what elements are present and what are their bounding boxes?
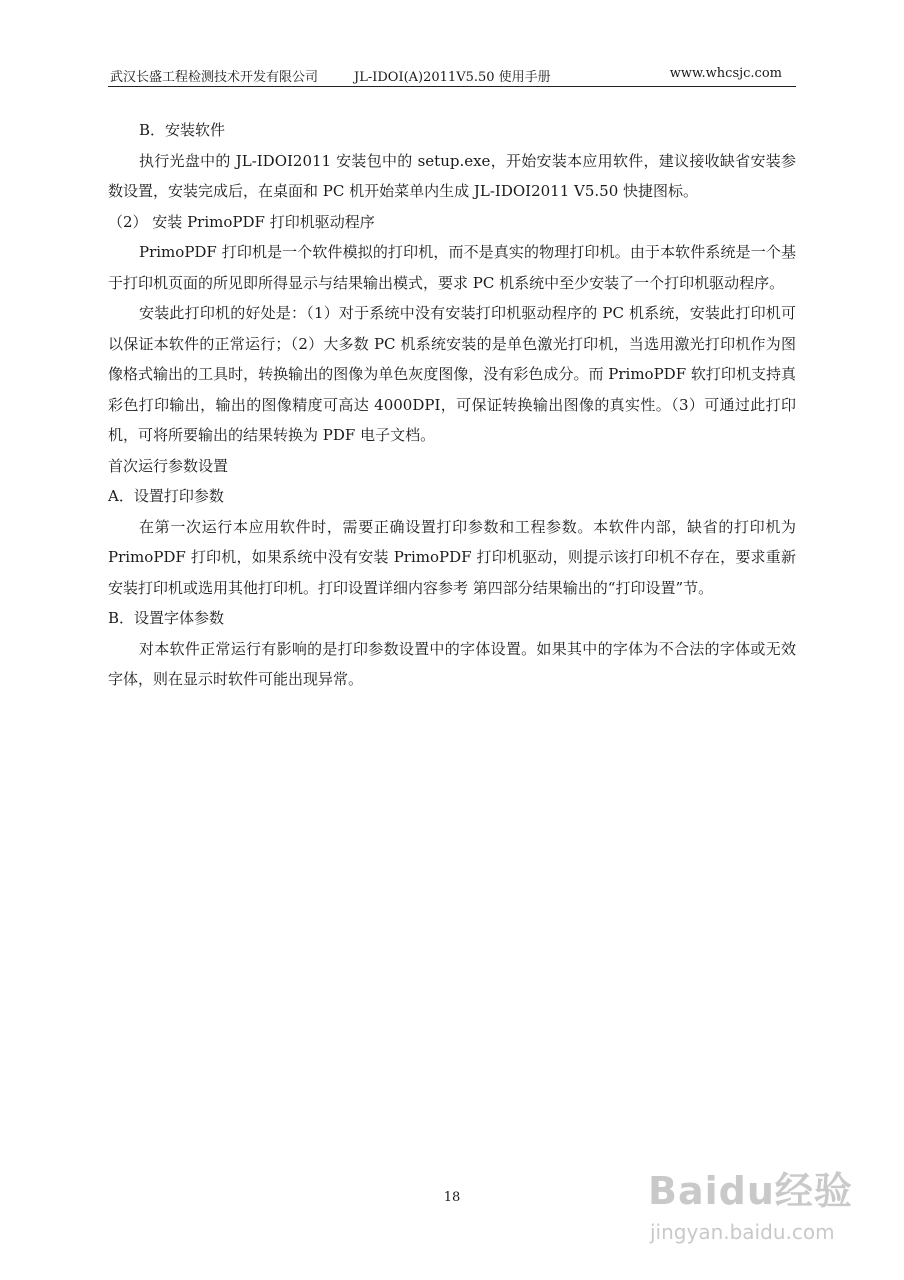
- watermark-url: jingyan.baidu.com: [650, 1220, 835, 1244]
- document-body: [108, 115, 796, 695]
- section-2-primopdf: （2） 安装 PrimoPDF 打印机驱动程序: [108, 212, 375, 231]
- paragraph-print-params: 在第一次运行本应用软件时，需要正确设置打印参数和工程参数。本软件内部，缺省的打印机为 PrimoPDF 打印机，如果系统中没有安装 PrimoPDF 打印机驱动，则提示该打印机不存在，要求重新安装打印机或选用其他打印机。打印设置详细内容参考 第四部分结果输出的“打印设置”节。: [108, 517, 796, 597]
- header-company: 武汉长盛工程检测技术开发有限公司: [110, 70, 319, 85]
- paragraph-primopdf-benefits: 安装此打印机的好处是：（1）对于系统中没有安装打印机驱动程序的 PC 机系统，安装此打印机可以保证本软件的正常运行；（2）大多数 PC 机系统安装的是单色激光打印机，当选用激光打印机作为图像格式输出的工具时，转换输出的图像为单色灰度图像，没有彩色成分。而 PrimoPDF 软打印机支持真彩色打印输出，输出的图像精度可高达 4000DPI，可保证转换输出图像的真实性。（3）可通过此打印机，可将所要输出的结果转换为 PDF 电子文档。: [108, 304, 796, 444]
- paragraph-font-params: 对本软件正常运行有影响的是打印参数设置中的字体设置。如果其中的字体为不合法的字体或无效字体，则在显示时软件可能出现异常。: [108, 639, 796, 688]
- header-url: www.whcsjc.com: [669, 66, 782, 81]
- page-header: [108, 64, 796, 87]
- section-b-install-software: B．安装软件: [139, 121, 226, 139]
- baidu-watermark: [640, 1160, 865, 1260]
- paragraph-primopdf-intro: PrimoPDF 打印机是一个软件模拟的打印机，而不是真实的物理打印机。由于本软件系统是一个基于打印机页面的所见即所得显示与结果输出模式，要求 PC 机系统中至少安装了一个打印机驱动程序。: [108, 243, 796, 292]
- header-manual-title: JL-IDOI(A)2011V5.50 使用手册: [354, 70, 551, 85]
- section-a-print-params: A．设置打印参数: [108, 487, 224, 505]
- heading-first-run-settings: 首次运行参数设置: [108, 456, 229, 475]
- watermark-brand: Baidu经验: [648, 1169, 853, 1213]
- section-b-font-params: B．设置字体参数: [108, 609, 225, 627]
- page-number: 18: [443, 1190, 461, 1205]
- paragraph-install-steps: 执行光盘中的 JL-IDOI2011 安装包中的 setup.exe，开始安装本应用软件，建议接收缺省安装参数设置，安装完成后，在桌面和 PC 机开始菜单内生成 JL-IDOI2011 V5.50 快捷图标。: [108, 151, 796, 200]
